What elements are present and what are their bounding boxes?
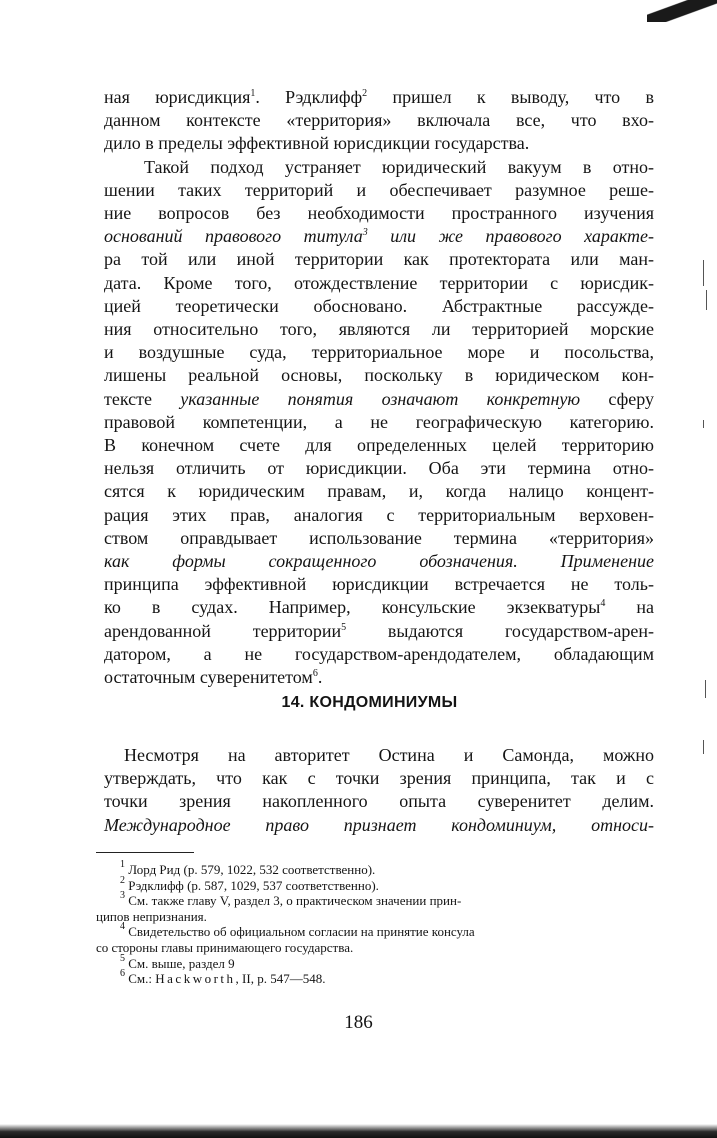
paragraph-3: [104, 744, 654, 837]
footnote-line: $^3$ См. также главу V, раздел 3, о практическом значении прин-: [120, 890, 462, 909]
footnote-4: [96, 921, 654, 955]
text-line: утверждать, что как с точки зрения принципа, так и с: [104, 768, 654, 789]
text-line: рация этих прав, аналогия с территориальным верховен-: [104, 504, 654, 525]
text-line: и воздушные суда, территориальное море и посольства,: [104, 342, 654, 363]
section-heading: 14. КОНДОМИНИУМЫ: [281, 694, 458, 711]
text-line: принципа эффективной юрисдикции встречается не толь-: [104, 574, 654, 595]
text-line: цией теоретически обосновано. Абстрактные рассужде-: [104, 295, 654, 316]
text-line: дата. Кроме того, отождествление территории с юрисдик-: [104, 272, 654, 293]
text-line: точки зрения накопленного опыта суверенитет делим.: [104, 791, 654, 812]
footnote-line: со стороны главы принимающего государства.: [96, 939, 354, 955]
text-line: ния относительно того, являются ли территорией морские: [104, 319, 654, 340]
text-line: нельзя отличить от юрисдикции. Оба эти термина отно-: [104, 458, 654, 479]
text-line: Такой подход устраняет юридический вакуум в отно-: [144, 156, 654, 177]
footnote-line: ципов непризнания.: [96, 908, 207, 924]
text-line: лишены реальной основы, поскольку в юридическом кон-: [104, 365, 654, 386]
footnote-6: [96, 968, 654, 987]
text-line: дило в пределы эффективной юрисдикции государства.: [104, 133, 530, 154]
footnote-line: $^6$ См.: Hackworth, II, p. 547—548.: [120, 968, 326, 987]
scan-edge-top: [647, 0, 717, 22]
footnote-separator: [96, 852, 194, 853]
text-line: Международное право признает кондоминиум, относи-: [104, 814, 654, 835]
footnote-1: [96, 859, 654, 878]
text-line: В конечном счете для определенных целей территорию: [104, 435, 654, 456]
text-line: ко в судах. Например, консульские экзекватуры$^4$ на: [104, 597, 654, 618]
paragraph-2: [104, 156, 654, 690]
text-line: шении таких территорий и обеспечивает разумное реше-: [104, 179, 654, 200]
text-line: оснований правового титула$^3$ или же правового характе-: [104, 226, 654, 247]
scan-edge-bottom: [0, 1124, 717, 1138]
footnote-line: $^5$ См. выше, раздел 9: [120, 952, 235, 971]
footnote-5: [96, 952, 654, 972]
scan-margin-marks: [703, 260, 713, 780]
text-line: датором, а не государством-арендодателем, обладающим: [104, 643, 654, 664]
footnotes: [96, 859, 654, 987]
text-line: как формы сокращенного обозначения. Применение: [104, 551, 654, 572]
footnote-3: [96, 890, 654, 924]
text-line: остаточным суверенитетом$^6$.: [104, 667, 323, 688]
text-line: ная юрисдикция$^1$. Рэдклифф$^2$ пришел к выводу, что в: [104, 87, 654, 107]
text-line: правовой компетенции, а не географическую категорию.: [104, 411, 654, 432]
main-text-upper: [104, 86, 654, 689]
text-line: тексте указанные понятия означают конкретную сферу: [104, 388, 654, 409]
footnote-line: $^2$ Рэдклифф (p. 587, 1029, 537 соответственно).: [120, 874, 379, 893]
paragraph-1: [104, 86, 654, 156]
text-line: данном контексте «территория» включала все, что вхо-: [104, 110, 654, 131]
footnote-line: $^1$ Лорд Рид (p. 579, 1022, 532 соответственно).: [120, 859, 376, 877]
footnote-line: $^4$ Свидетельство об официальном согласии на принятие консула: [120, 921, 475, 940]
text-line: Несмотря на авторитет Остина и Самонда, можно: [124, 745, 654, 765]
text-line: сятся к юридическим правам, и, когда налицо концент-: [104, 481, 654, 502]
text-line: ством оправдывает использование термина «территория»: [104, 527, 654, 548]
footnote-2: [96, 874, 654, 894]
text-line: ра той или иной территории как протектората или ман-: [104, 249, 654, 270]
text-line: ние вопросов без необходимости пространного изучения: [104, 203, 654, 224]
text-line: арендованной территории$^5$ выдаются государством-арен-: [104, 620, 654, 641]
main-text-lower: [104, 744, 654, 837]
page-number: 186: [344, 1012, 373, 1033]
